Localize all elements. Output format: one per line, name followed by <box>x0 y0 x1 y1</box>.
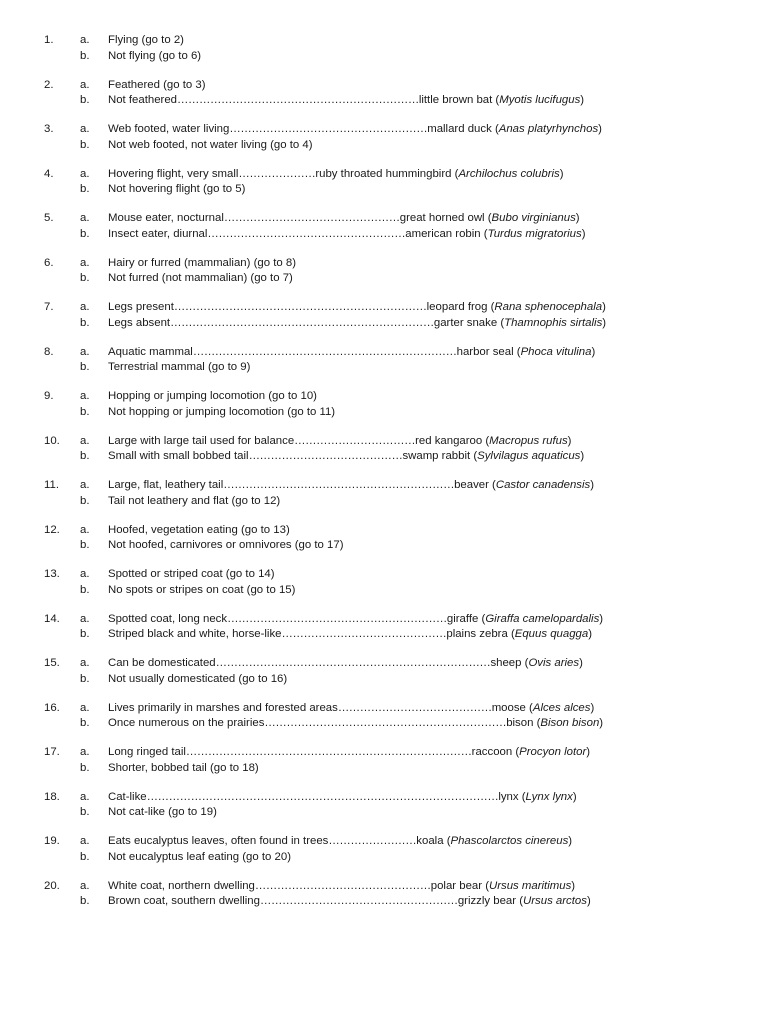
scientific-name: Ursus maritimus <box>489 879 572 892</box>
couplet-number: 4. <box>44 167 54 180</box>
option-description: Terrestrial mammal (go to 9) <box>108 361 251 373</box>
scientific-name: Lynx lynx <box>525 790 573 803</box>
scientific-name: Phascolarctos cinereus <box>450 835 569 847</box>
scientific-name: Procyon lotor <box>519 746 587 758</box>
option-letter: b. <box>80 494 90 507</box>
key-couplet <box>0 833 768 878</box>
option-text <box>108 789 577 805</box>
common-name: bison ( <box>506 717 541 729</box>
option-text <box>108 315 606 331</box>
option-description: Spotted coat, long neck <box>108 612 228 625</box>
option-letter: a. <box>80 123 90 135</box>
dot-leader: …………………… <box>328 835 417 847</box>
option-letter: b. <box>80 94 90 106</box>
scientific-name: Rana sphenocephala <box>494 301 603 313</box>
option-letter: b. <box>80 583 90 596</box>
dot-leader: ……………………………………………………… <box>223 479 455 491</box>
option-description: Legs present <box>108 301 174 313</box>
couplet-number: 16. <box>44 701 60 714</box>
option-text <box>108 878 575 894</box>
option-letter: b. <box>80 539 90 551</box>
closing-parenthesis: ) <box>559 167 564 180</box>
dot-leader: ………………… <box>238 167 316 180</box>
couplet-number: 14. <box>44 612 60 625</box>
option-letter: a. <box>80 657 90 669</box>
dot-leader: ……………………………………… <box>281 628 447 640</box>
option-text <box>108 226 585 242</box>
key-couplet <box>0 166 768 211</box>
common-name: grizzly bear ( <box>457 895 524 907</box>
option-letter: b. <box>80 717 90 729</box>
key-couplet <box>0 566 768 611</box>
option-description: Hovering flight, very small <box>108 167 239 180</box>
option-description: Not hopping or jumping locomotion (go to 11) <box>108 405 336 418</box>
dot-leader: ………………………………………… <box>223 212 400 224</box>
option-letter: a. <box>80 479 90 491</box>
option-description: Large with large tail used for balance <box>108 434 295 447</box>
option-letter: b. <box>80 227 90 240</box>
option-description: Can be domesticated <box>108 657 216 669</box>
key-couplet <box>0 299 768 344</box>
common-name: lynx ( <box>498 790 526 803</box>
common-name: mallard duck ( <box>427 123 499 135</box>
key-couplet <box>0 433 768 478</box>
option-description: Not feathered <box>108 94 178 106</box>
option-letter: a. <box>80 212 90 224</box>
option-description: No spots or stripes on coat (go to 15) <box>108 583 296 596</box>
scientific-name: Giraffa camelopardalis <box>485 612 600 625</box>
option-description: Feathered (go to 3) <box>108 78 206 91</box>
key-couplet <box>0 388 768 433</box>
common-name: garter snake ( <box>433 316 505 329</box>
couplet-number: 6. <box>44 256 54 269</box>
key-couplet <box>0 611 768 656</box>
option-description: Eats eucalyptus leaves, often found in trees <box>108 835 329 847</box>
option-text <box>108 92 584 108</box>
option-text <box>108 671 287 687</box>
option-text <box>108 404 335 420</box>
option-description: Hopping or jumping locomotion (go to 10) <box>108 390 317 402</box>
option-text <box>108 299 606 315</box>
dot-leader: …………………………………………………………………… <box>185 746 472 758</box>
option-letter: a. <box>80 612 90 625</box>
closing-parenthesis: ) <box>591 345 596 358</box>
option-letter: a. <box>80 256 90 269</box>
option-letter: b. <box>80 272 90 284</box>
dot-leader: ……………………………………………… <box>207 227 406 240</box>
closing-parenthesis: ) <box>590 701 595 714</box>
option-description: Not cat-like (go to 19) <box>108 806 217 818</box>
closing-parenthesis: ) <box>581 227 586 240</box>
option-description: Not hovering flight (go to 5) <box>108 183 246 195</box>
key-couplet <box>0 210 768 255</box>
scientific-name: Thamnophis sirtalis <box>504 316 603 329</box>
scientific-name: Bubo virginianus <box>491 212 576 224</box>
couplet-number: 8. <box>44 345 54 358</box>
option-text <box>108 493 280 509</box>
dot-leader: …………………………………… <box>248 450 403 462</box>
closing-parenthesis: ) <box>568 835 573 847</box>
option-letter: a. <box>80 835 90 847</box>
option-description: Web footed, water living <box>108 123 230 135</box>
key-couplet <box>0 32 768 77</box>
option-description: Once numerous on the prairies <box>108 717 265 729</box>
common-name: swamp rabbit ( <box>402 450 478 462</box>
option-letter: a. <box>80 167 90 180</box>
key-couplet <box>0 655 768 700</box>
dot-leader: …………………………………………………………… <box>173 301 427 313</box>
closing-parenthesis: ) <box>571 879 576 892</box>
key-couplet <box>0 255 768 300</box>
dot-leader: …………………………………………………………………………………… <box>146 790 499 803</box>
couplet-number: 5. <box>44 212 54 224</box>
scientific-name: Ursus arctos <box>523 895 587 907</box>
couplet-number: 13. <box>44 568 60 580</box>
option-text <box>108 77 206 93</box>
common-name: ruby throated hummingbird ( <box>315 167 459 180</box>
common-name: american robin ( <box>405 227 488 240</box>
closing-parenthesis: ) <box>602 316 607 329</box>
closing-parenthesis: ) <box>598 123 602 135</box>
closing-parenthesis: ) <box>580 94 585 106</box>
couplet-number: 2. <box>44 78 54 91</box>
key-couplet <box>0 77 768 122</box>
option-text <box>108 833 572 849</box>
option-text <box>108 210 580 226</box>
dot-leader: ……………………………………………………………… <box>170 316 434 329</box>
common-name: polar bear ( <box>430 879 489 892</box>
option-letter: b. <box>80 806 90 818</box>
option-text <box>108 477 594 493</box>
option-text <box>108 166 564 182</box>
option-letter: b. <box>80 49 90 62</box>
closing-parenthesis: ) <box>586 895 591 907</box>
option-text <box>108 448 584 464</box>
key-couplet <box>0 477 768 522</box>
closing-parenthesis: ) <box>599 612 604 625</box>
option-letter: b. <box>80 405 90 418</box>
dot-leader: ………………………………………………………… <box>177 94 419 106</box>
key-couplet <box>0 344 768 389</box>
option-text <box>108 255 296 271</box>
option-description: Small with small bobbed tail <box>108 450 249 462</box>
couplet-number: 20. <box>44 879 60 892</box>
option-description: Large, flat, leathery tail <box>108 479 224 491</box>
option-letter: b. <box>80 361 90 373</box>
closing-parenthesis: ) <box>602 301 606 313</box>
option-letter: a. <box>80 390 90 402</box>
common-name: leopard frog ( <box>426 301 495 313</box>
key-couplet <box>0 121 768 166</box>
option-text <box>108 744 590 760</box>
scientific-name: Macropus rufus <box>489 434 568 447</box>
dot-leader: …………………………………… <box>337 701 492 714</box>
common-name: koala ( <box>416 835 451 847</box>
option-text <box>108 611 603 627</box>
common-name: red kangaroo ( <box>415 434 490 447</box>
closing-parenthesis: ) <box>599 717 604 729</box>
option-description: Aquatic mammal <box>108 345 193 358</box>
option-description: Lives primarily in marshes and forested areas <box>108 701 338 714</box>
option-description: Spotted or striped coat (go to 14) <box>108 568 275 580</box>
option-description: Shorter, bobbed tail (go to 18) <box>108 761 259 774</box>
common-name: great horned owl ( <box>399 212 492 224</box>
dot-leader: ……………………………………………… <box>229 123 428 135</box>
option-text <box>108 48 201 64</box>
dot-leader: ……………………………………………………………… <box>192 345 457 358</box>
option-text <box>108 566 275 582</box>
scientific-name: Equus quagga <box>514 628 589 640</box>
option-letter: a. <box>80 568 90 580</box>
key-couplet <box>0 789 768 834</box>
key-couplet <box>0 878 768 923</box>
dichotomous-key <box>0 32 768 922</box>
option-text <box>108 893 591 909</box>
option-description: Flying (go to 2) <box>108 34 184 46</box>
option-letter: a. <box>80 523 90 536</box>
option-description: Mouse eater, nocturnal <box>108 212 224 224</box>
couplet-number: 3. <box>44 123 54 135</box>
option-description: Not furred (not mammalian) (go to 7) <box>108 272 293 284</box>
option-text <box>108 137 313 153</box>
option-description: Not usually domesticated (go to 16) <box>108 672 288 685</box>
couplet-number: 1. <box>44 34 54 46</box>
option-letter: b. <box>80 850 90 863</box>
couplet-number: 11. <box>44 479 59 491</box>
couplet-number: 18. <box>44 790 60 803</box>
scientific-name: Castor canadensis <box>495 479 591 491</box>
option-description: Hoofed, vegetation eating (go to 13) <box>108 523 290 536</box>
common-name: raccoon ( <box>471 746 520 758</box>
option-text <box>108 849 291 865</box>
option-description: Not eucalyptus leaf eating (go to 20) <box>108 850 291 863</box>
scientific-name: Archilochus colubris <box>458 167 560 180</box>
option-letter: a. <box>80 434 90 447</box>
scientific-name: Myotis lucifugus <box>499 94 581 106</box>
option-text <box>108 582 295 598</box>
option-description: Legs absent <box>108 316 171 329</box>
option-description: Brown coat, southern dwelling <box>108 895 260 907</box>
key-couplet <box>0 744 768 789</box>
dot-leader: ………………………………………… <box>254 879 431 892</box>
dot-leader: …………………………………………………… <box>227 612 447 625</box>
option-description: Striped black and white, horse-like <box>108 628 282 640</box>
couplet-number: 9. <box>44 390 54 402</box>
closing-parenthesis: ) <box>572 790 577 803</box>
common-name: beaver ( <box>454 479 496 491</box>
option-description: White coat, northern dwelling <box>108 879 255 892</box>
option-letter: b. <box>80 895 90 907</box>
option-text <box>108 359 250 375</box>
couplet-number: 10. <box>44 434 60 447</box>
option-text <box>108 760 259 776</box>
couplet-number: 7. <box>44 301 54 313</box>
option-text <box>108 522 290 538</box>
closing-parenthesis: ) <box>588 628 593 640</box>
key-couplet <box>0 700 768 745</box>
closing-parenthesis: ) <box>579 657 583 669</box>
option-letter: b. <box>80 316 90 329</box>
option-letter: a. <box>80 879 90 892</box>
couplet-number: 15. <box>44 657 60 669</box>
common-name: plains zebra ( <box>446 628 515 640</box>
option-letter: a. <box>80 345 90 358</box>
scientific-name: Phoca vitulina <box>520 345 592 358</box>
dot-leader: ………………………………………………………… <box>264 717 507 729</box>
option-letter: a. <box>80 301 90 313</box>
closing-parenthesis: ) <box>580 450 585 462</box>
key-couplet <box>0 522 768 567</box>
option-description: Hairy or furred (mammalian) (go to 8) <box>108 256 296 269</box>
scientific-name: Sylvilagus aquaticus <box>477 450 581 462</box>
scientific-name: Anas platyrhynchos <box>498 123 599 135</box>
option-text <box>108 804 217 820</box>
dot-leader: …………………………… <box>294 434 416 447</box>
option-letter: b. <box>80 761 90 774</box>
option-letter: a. <box>80 746 90 758</box>
option-text <box>108 121 602 137</box>
scientific-name: Alces alces <box>532 701 591 714</box>
option-description: Not flying (go to 6) <box>108 49 202 62</box>
couplet-number: 17. <box>44 746 60 758</box>
option-description: Insect eater, diurnal <box>108 227 208 240</box>
option-text <box>108 270 293 286</box>
common-name: harbor seal ( <box>456 345 521 358</box>
option-description: Not hoofed, carnivores or omnivores (go to 17) <box>108 539 344 551</box>
common-name: giraffe ( <box>446 612 486 625</box>
scientific-name: Ovis aries <box>528 657 580 669</box>
option-letter: b. <box>80 450 90 462</box>
option-description: Cat-like <box>108 790 147 803</box>
couplet-number: 19. <box>44 835 60 847</box>
option-letter: b. <box>80 183 90 195</box>
option-letter: a. <box>80 701 90 714</box>
dot-leader: ……………………………………………… <box>259 895 458 907</box>
option-text <box>108 537 344 553</box>
option-text <box>108 700 594 716</box>
option-letter: b. <box>80 628 90 640</box>
option-text <box>108 433 571 449</box>
option-description: Tail not leathery and flat (go to 12) <box>108 494 281 507</box>
closing-parenthesis: ) <box>590 479 594 491</box>
scientific-name: Bison bison <box>540 717 600 729</box>
common-name: little brown bat ( <box>418 94 500 106</box>
closing-parenthesis: ) <box>586 746 591 758</box>
couplet-number: 12. <box>44 523 60 536</box>
option-letter: a. <box>80 78 90 91</box>
common-name: moose ( <box>491 701 533 714</box>
closing-parenthesis: ) <box>567 434 572 447</box>
closing-parenthesis: ) <box>575 212 580 224</box>
option-description: Not web footed, not water living (go to 4) <box>108 138 313 151</box>
dot-leader: ………………………………………………………………… <box>215 657 491 669</box>
option-text <box>108 626 592 642</box>
option-text <box>108 655 583 671</box>
option-description: Long ringed tail <box>108 746 186 758</box>
common-name: sheep ( <box>490 657 529 669</box>
option-text <box>108 181 245 197</box>
option-letter: a. <box>80 34 90 46</box>
option-text <box>108 715 603 731</box>
option-letter: a. <box>80 790 90 803</box>
option-text <box>108 344 595 360</box>
option-letter: b. <box>80 138 90 151</box>
scientific-name: Turdus migratorius <box>487 227 582 240</box>
option-letter: b. <box>80 672 90 685</box>
option-text <box>108 32 184 48</box>
option-text <box>108 388 317 404</box>
